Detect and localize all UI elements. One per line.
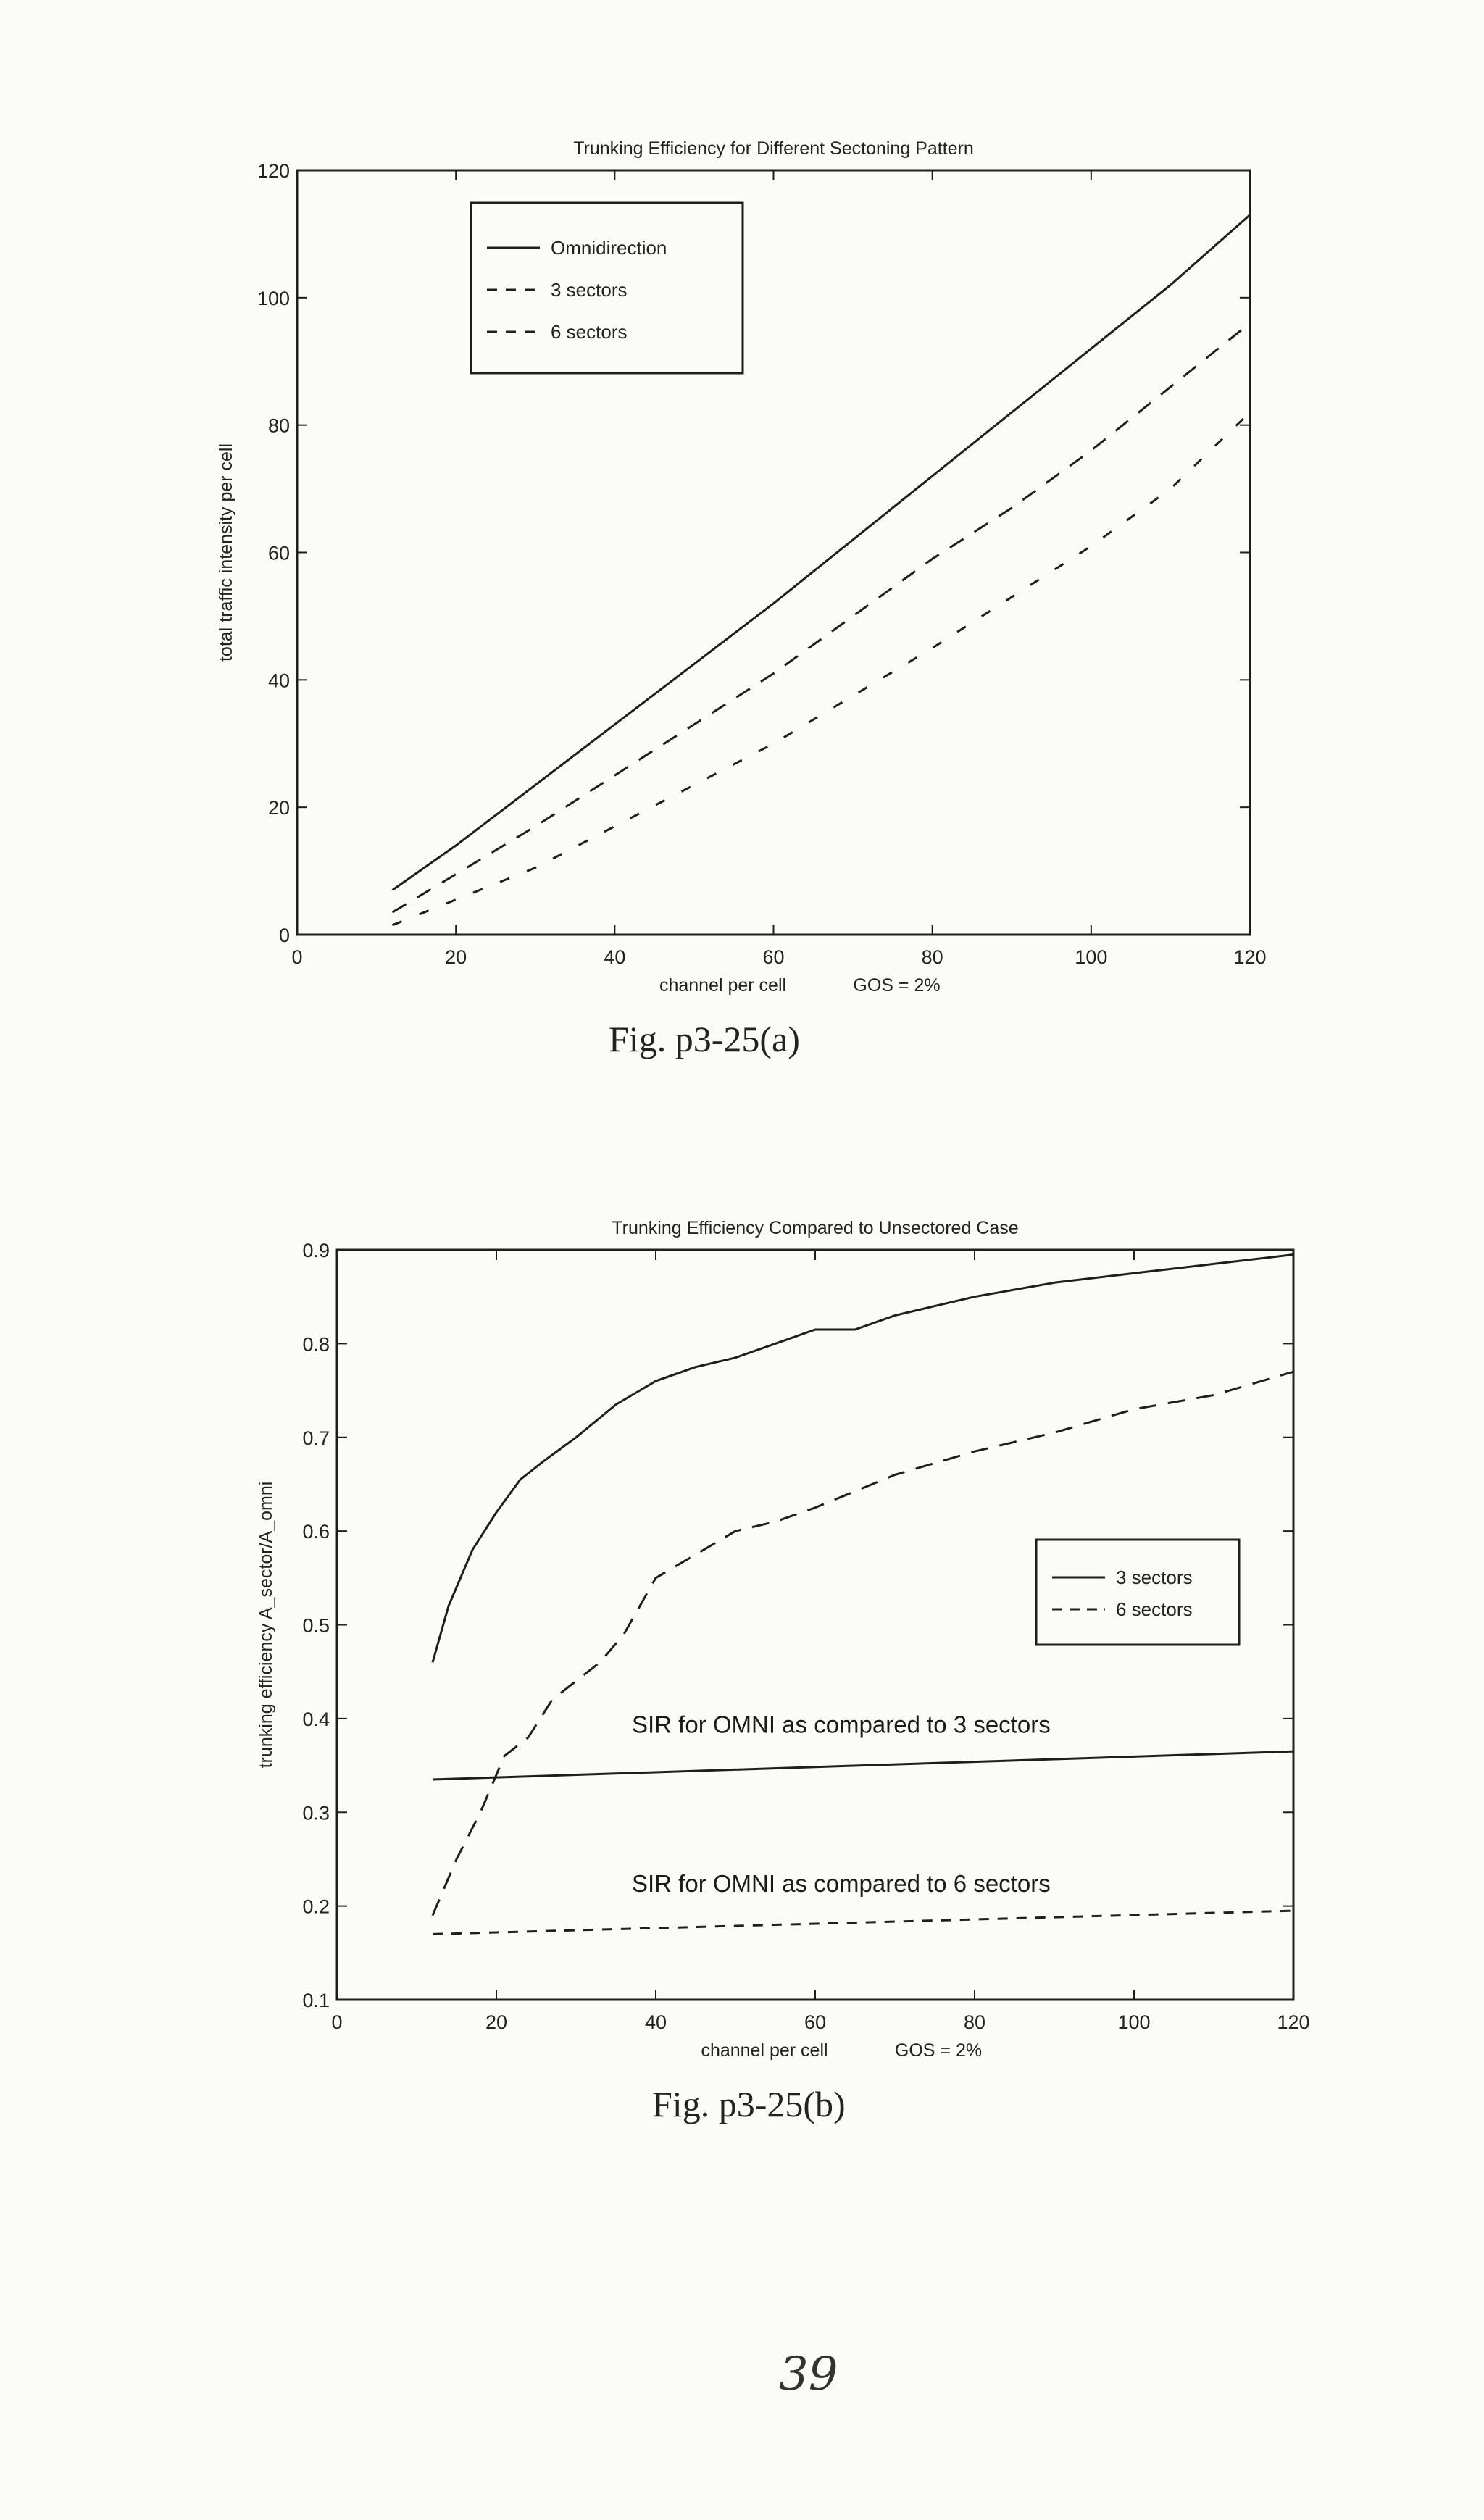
chart-a-plot-frame — [297, 170, 1250, 935]
chart-b-x-tick-label: 100 — [1117, 2011, 1151, 2033]
chart-b-x-tick-label: 60 — [804, 2011, 827, 2033]
chart-a-x-tick-label: 120 — [1233, 946, 1267, 968]
chart-b-y-tick-label: 0.3 — [302, 1802, 330, 1824]
chart-a-y-tick-label: 20 — [267, 797, 290, 819]
chart-b-x-tick-label: 120 — [1277, 2011, 1310, 2033]
chart-a-x-axis-note: GOS = 2% — [853, 975, 941, 996]
chart-a-title: Trunking Efficiency for Different Sectoning Pattern — [573, 138, 974, 159]
chart-a-x-tick-label: 0 — [291, 946, 303, 968]
chart-a-y-tick-label: 100 — [257, 287, 290, 309]
chart-b-x-tick-label: 80 — [963, 2011, 986, 2033]
chart-b-y-tick-label: 0.4 — [302, 1708, 330, 1730]
chart-a-legend-label: Omnidirection — [551, 237, 667, 259]
chart-a-y-tick-label: 60 — [267, 542, 290, 564]
chart-b-y-tick-label: 0.2 — [302, 1895, 330, 1918]
chart-a-y-tick-label: 120 — [257, 160, 290, 182]
chart-b-y-tick-label: 0.5 — [302, 1614, 330, 1637]
chart-b-y-tick-label: 0.8 — [302, 1333, 330, 1356]
chart-b-y-tick-label: 0.9 — [302, 1240, 330, 1261]
figure-caption-b: Fig. p3-25(b) — [652, 2084, 846, 2124]
chart-a-legend-label: 3 sectors — [551, 279, 628, 301]
chart-a-x-tick-label: 80 — [921, 946, 943, 968]
chart-a-series-line-3 — [393, 412, 1251, 925]
chart-b-legend-label: 6 sectors — [1116, 1598, 1193, 1620]
chart-a-series-line-2 — [393, 323, 1251, 912]
chart-a-x-tick-label: 60 — [762, 946, 785, 968]
chart-b-series-line-3 — [433, 1751, 1293, 1780]
chart-a-y-axis-label: total traffic intensity per cell — [216, 443, 236, 662]
chart-b-x-tick-label: 20 — [485, 2011, 508, 2033]
chart-a-y-tick-label: 0 — [278, 925, 290, 946]
chart-b-title: Trunking Efficiency Compared to Unsectored Case — [612, 1218, 1019, 1238]
figure-caption-a: Fig. p3-25(a) — [609, 1019, 800, 1059]
chart-b-legend-box — [1036, 1540, 1239, 1645]
chart-b-legend-label: 3 sectors — [1116, 1566, 1193, 1588]
page-number: 39 — [779, 2348, 838, 2401]
chart-b-annotation-1: SIR for OMNI as compared to 3 sectors — [632, 1711, 1051, 1738]
chart-b-x-tick-label: 0 — [331, 2011, 343, 2033]
chart-a-x-tick-label: 20 — [445, 946, 467, 968]
chart-b-x-tick-label: 40 — [644, 2011, 667, 2033]
chart-b-y-tick-label: 0.7 — [302, 1427, 330, 1449]
chart-a-x-tick-label: 40 — [604, 946, 626, 968]
chart-b-y-tick-label: 0.6 — [302, 1521, 330, 1543]
chart-b-y-axis-label: trunking efficiency A_sector/A_omni — [256, 1481, 276, 1769]
chart-a-y-tick-label: 80 — [267, 414, 290, 437]
chart-b-x-axis-label: channel per cell — [701, 2040, 828, 2061]
chart-a-x-tick-label: 100 — [1075, 946, 1108, 968]
chart-b-x-axis-note: GOS = 2% — [894, 2040, 983, 2061]
chart-b-annotation-2: SIR for OMNI as compared to 6 sectors — [632, 1870, 1051, 1898]
chart-b-series-line-4 — [433, 1911, 1293, 1934]
chart-a-x-axis-label: channel per cell — [659, 975, 787, 996]
chart-b-y-tick-label: 0.1 — [302, 1990, 330, 2011]
chart-a-legend-label: 6 sectors — [551, 321, 628, 343]
chart-a-y-tick-label: 40 — [267, 669, 290, 692]
